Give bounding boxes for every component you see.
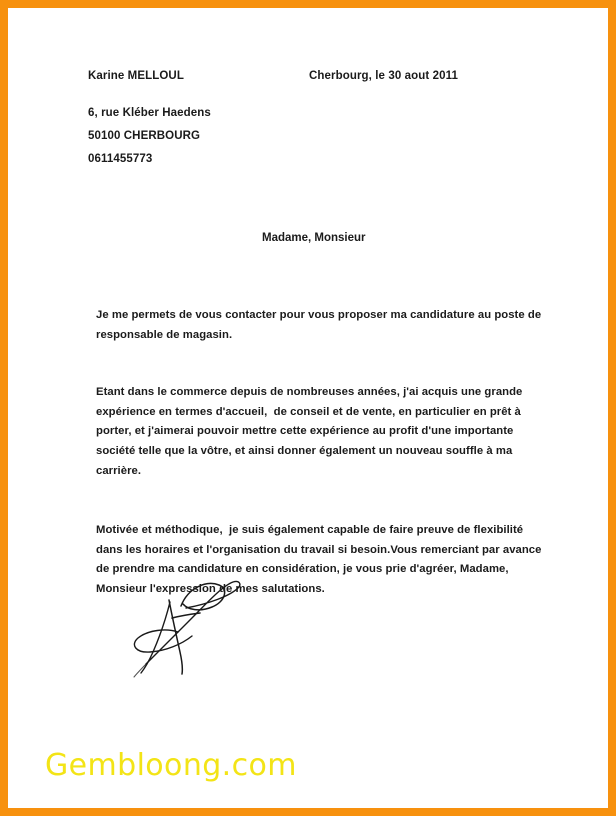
paragraph-line: Je me permets de vous contacter pour vous proposer ma candidature au poste de bbox=[96, 309, 542, 321]
paragraph-line: carrière. bbox=[96, 464, 142, 477]
letter-sheet bbox=[8, 8, 608, 808]
paragraph-line: expérience en termes d'accueil, de conseil et de vente, en particulier en prêt à bbox=[96, 405, 521, 418]
letter-header bbox=[88, 70, 528, 165]
place-and-date: Cherbourg, le 30 aout 2011 bbox=[309, 70, 458, 82]
header-first-row bbox=[88, 70, 528, 96]
salutation: Madame, Monsieur bbox=[262, 232, 366, 244]
watermark-text: Gembloong.com bbox=[45, 748, 297, 783]
sender-name: Karine MELLOUL bbox=[88, 70, 184, 82]
paragraph-line: Motivée et méthodique, je suis également capable de faire preuve de flexibilité bbox=[96, 524, 524, 537]
paragraph-line: Etant dans le commerce depuis de nombreuses années, j'ai acquis une grande bbox=[96, 386, 523, 399]
sender-phone: 0611455773 bbox=[88, 153, 153, 165]
paragraph-line: de prendre ma candidature en considération, je vous prie d'agréer, Madame, bbox=[96, 563, 509, 576]
body-paragraph-1 bbox=[96, 306, 542, 345]
sender-city: 50100 CHERBOURG bbox=[88, 130, 201, 142]
signature-icon bbox=[126, 560, 251, 682]
paragraph-line: porter, et j'aimerai pouvoir mettre cette expérience au profit d'une importante bbox=[96, 425, 514, 438]
paragraph-line: société telle que la vôtre, et ainsi donner également un nouveau souffle à ma bbox=[96, 444, 513, 457]
body-paragraph-2 bbox=[96, 383, 526, 481]
sender-street: 6, rue Kléber Haedens bbox=[88, 107, 211, 119]
letter-body bbox=[96, 306, 542, 600]
paragraph-line: responsable de magasin. bbox=[96, 328, 233, 341]
paragraph-line: Monsieur l'expression de mes salutations. bbox=[96, 582, 325, 595]
paragraph-line: dans les horaires et l'organisation du travail si besoin.Vous remerciant par avance bbox=[96, 543, 542, 556]
